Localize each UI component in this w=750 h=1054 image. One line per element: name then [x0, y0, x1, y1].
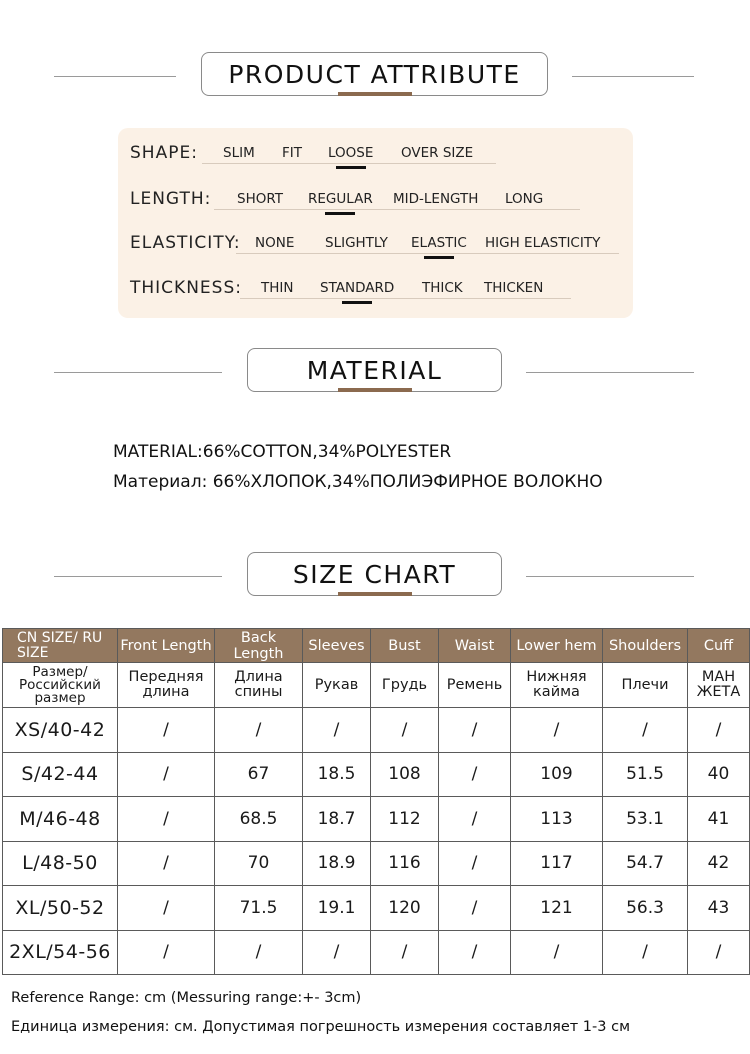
- size-value-cell: /: [215, 708, 303, 753]
- header-line-right: [572, 76, 694, 77]
- attr-row-elasticity: [118, 229, 633, 259]
- table-row: [3, 797, 750, 842]
- attr-underline: [240, 298, 571, 299]
- attr-option: THICKEN: [484, 280, 544, 296]
- size-value-cell: /: [118, 708, 215, 753]
- attr-option-selected: STANDARD: [320, 280, 394, 296]
- attr-option: MID-LENGTH: [393, 191, 479, 207]
- size-label-cell: XL/50-52: [3, 886, 118, 931]
- size-value-cell: /: [371, 930, 439, 975]
- attr-label: THICKNESS:: [130, 278, 242, 298]
- footer-ru: Единица измерения: см. Допустимая погрешность измерения составляет 1-3 см: [11, 1019, 631, 1035]
- attr-option: LONG: [505, 191, 544, 207]
- attr-underline: [236, 253, 619, 254]
- header-cell: Back Length: [215, 629, 303, 663]
- header-cell-ru: МАН ЖЕТА: [688, 663, 750, 708]
- header-cell-ru: Грудь: [371, 663, 439, 708]
- selected-mark: [336, 166, 366, 169]
- size-value-cell: /: [688, 930, 750, 975]
- attr-option: NONE: [255, 235, 295, 251]
- size-label-cell: M/46-48: [3, 797, 118, 842]
- size-value-cell: /: [439, 930, 511, 975]
- size-value-cell: 67: [215, 752, 303, 797]
- attr-label: ELASTICITY:: [130, 233, 241, 253]
- header-cell-ru: Плечи: [603, 663, 688, 708]
- attr-option-selected: REGULAR: [308, 191, 373, 207]
- material-en: MATERIAL:66%COTTON,34%POLYESTER: [113, 442, 452, 462]
- size-value-cell: /: [118, 797, 215, 842]
- size-value-cell: 40: [688, 752, 750, 797]
- size-value-cell: 19.1: [303, 886, 371, 931]
- size-value-cell: 54.7: [603, 841, 688, 886]
- attr-option: THICK: [422, 280, 463, 296]
- title-accent-bar: [338, 592, 412, 596]
- header-cell-ru: Ремень: [439, 663, 511, 708]
- header-line-right: [526, 372, 694, 373]
- size-value-cell: /: [371, 708, 439, 753]
- header-cell-ru: Нижняя кайма: [511, 663, 603, 708]
- size-label-cell: L/48-50: [3, 841, 118, 886]
- header-cell: Waist: [439, 629, 511, 663]
- size-value-cell: /: [603, 930, 688, 975]
- attr-option: SHORT: [237, 191, 283, 207]
- size-chart-title-box: [247, 552, 502, 596]
- size-value-cell: 18.5: [303, 752, 371, 797]
- size-value-cell: /: [303, 708, 371, 753]
- table-row: [3, 752, 750, 797]
- size-value-cell: 121: [511, 886, 603, 931]
- attr-option: THIN: [261, 280, 294, 296]
- size-value-cell: /: [603, 708, 688, 753]
- size-value-cell: 56.3: [603, 886, 688, 931]
- header-cell-ru: Рукав: [303, 663, 371, 708]
- header-line-left: [54, 576, 222, 577]
- attr-label: LENGTH:: [130, 189, 212, 209]
- attr-row-thickness: [118, 274, 633, 304]
- footer-en: Reference Range: cm (Messuring range:+- 3cm): [11, 990, 362, 1006]
- size-value-cell: /: [439, 708, 511, 753]
- header-line-right: [526, 576, 694, 577]
- header-cell: CN SIZE/ RU SIZE: [3, 629, 118, 663]
- size-value-cell: /: [303, 930, 371, 975]
- title-accent-bar: [338, 388, 412, 392]
- size-table: [2, 628, 750, 975]
- table-row: [3, 841, 750, 886]
- header-cell: Sleeves: [303, 629, 371, 663]
- header-cell-ru: Длина спины: [215, 663, 303, 708]
- size-value-cell: 70: [215, 841, 303, 886]
- size-value-cell: 109: [511, 752, 603, 797]
- attr-row-length: [118, 185, 633, 215]
- material-header: [0, 348, 750, 398]
- size-value-cell: 18.7: [303, 797, 371, 842]
- material-ru: Материал: 66%ХЛОПОК,34%ПОЛИЭФИРНОЕ ВОЛОКНО: [113, 472, 603, 492]
- attr-underline: [202, 163, 496, 164]
- header-cell-ru: Размер/ Российский размер: [3, 663, 118, 708]
- material-text: [113, 442, 603, 502]
- size-value-cell: 42: [688, 841, 750, 886]
- size-value-cell: /: [118, 886, 215, 931]
- size-value-cell: 43: [688, 886, 750, 931]
- attr-option: HIGH ELASTICITY: [485, 235, 601, 251]
- size-chart-title: SIZE CHART: [292, 559, 457, 589]
- size-value-cell: /: [511, 708, 603, 753]
- header-line-left: [54, 372, 222, 373]
- size-value-cell: 120: [371, 886, 439, 931]
- title-accent-bar: [338, 92, 412, 96]
- size-value-cell: /: [118, 841, 215, 886]
- size-value-cell: /: [118, 930, 215, 975]
- header-cell: Lower hem: [511, 629, 603, 663]
- selected-mark: [325, 212, 355, 215]
- attr-underline: [214, 209, 580, 210]
- size-value-cell: 117: [511, 841, 603, 886]
- table-row: [3, 708, 750, 753]
- size-label-cell: XS/40-42: [3, 708, 118, 753]
- attr-option: FIT: [282, 145, 302, 161]
- attr-row-shape: [118, 139, 633, 169]
- size-value-cell: 113: [511, 797, 603, 842]
- attr-option: OVER SIZE: [401, 145, 474, 161]
- table-row: [3, 930, 750, 975]
- header-cell: Shoulders: [603, 629, 688, 663]
- size-value-cell: 51.5: [603, 752, 688, 797]
- size-value-cell: 116: [371, 841, 439, 886]
- size-value-cell: /: [118, 752, 215, 797]
- size-value-cell: /: [215, 930, 303, 975]
- size-header-en: [3, 629, 750, 663]
- size-table-body: [3, 708, 750, 975]
- product-attribute-header: [0, 52, 750, 102]
- size-value-cell: /: [511, 930, 603, 975]
- size-header-ru: [3, 663, 750, 708]
- size-value-cell: 18.9: [303, 841, 371, 886]
- attr-option: SLIM: [223, 145, 255, 161]
- attr-option-selected: LOOSE: [328, 145, 373, 161]
- size-value-cell: 41: [688, 797, 750, 842]
- selected-mark: [424, 256, 454, 259]
- size-value-cell: /: [688, 708, 750, 753]
- attr-label: SHAPE:: [130, 143, 198, 163]
- header-cell: Bust: [371, 629, 439, 663]
- attr-option-selected: ELASTIC: [411, 235, 467, 251]
- size-value-cell: /: [439, 797, 511, 842]
- size-value-cell: /: [439, 841, 511, 886]
- size-value-cell: /: [439, 886, 511, 931]
- product-attribute-title: PRODUCT ATTRIBUTE: [228, 59, 521, 89]
- material-title: MATERIAL: [306, 355, 443, 385]
- size-label-cell: 2XL/54-56: [3, 930, 118, 975]
- header-cell-ru: Передняя длина: [118, 663, 215, 708]
- table-row: [3, 886, 750, 931]
- size-chart-header: [0, 552, 750, 602]
- selected-mark: [342, 301, 372, 304]
- attr-option: SLIGHTLY: [325, 235, 388, 251]
- size-value-cell: 108: [371, 752, 439, 797]
- size-value-cell: 68.5: [215, 797, 303, 842]
- size-label-cell: S/42-44: [3, 752, 118, 797]
- size-value-cell: 71.5: [215, 886, 303, 931]
- attribute-panel: [118, 128, 633, 318]
- size-value-cell: 53.1: [603, 797, 688, 842]
- product-attribute-title-box: [201, 52, 548, 96]
- header-cell: Cuff: [688, 629, 750, 663]
- size-value-cell: 112: [371, 797, 439, 842]
- size-value-cell: /: [439, 752, 511, 797]
- header-cell: Front Length: [118, 629, 215, 663]
- header-line-left: [54, 76, 176, 77]
- material-title-box: [247, 348, 502, 392]
